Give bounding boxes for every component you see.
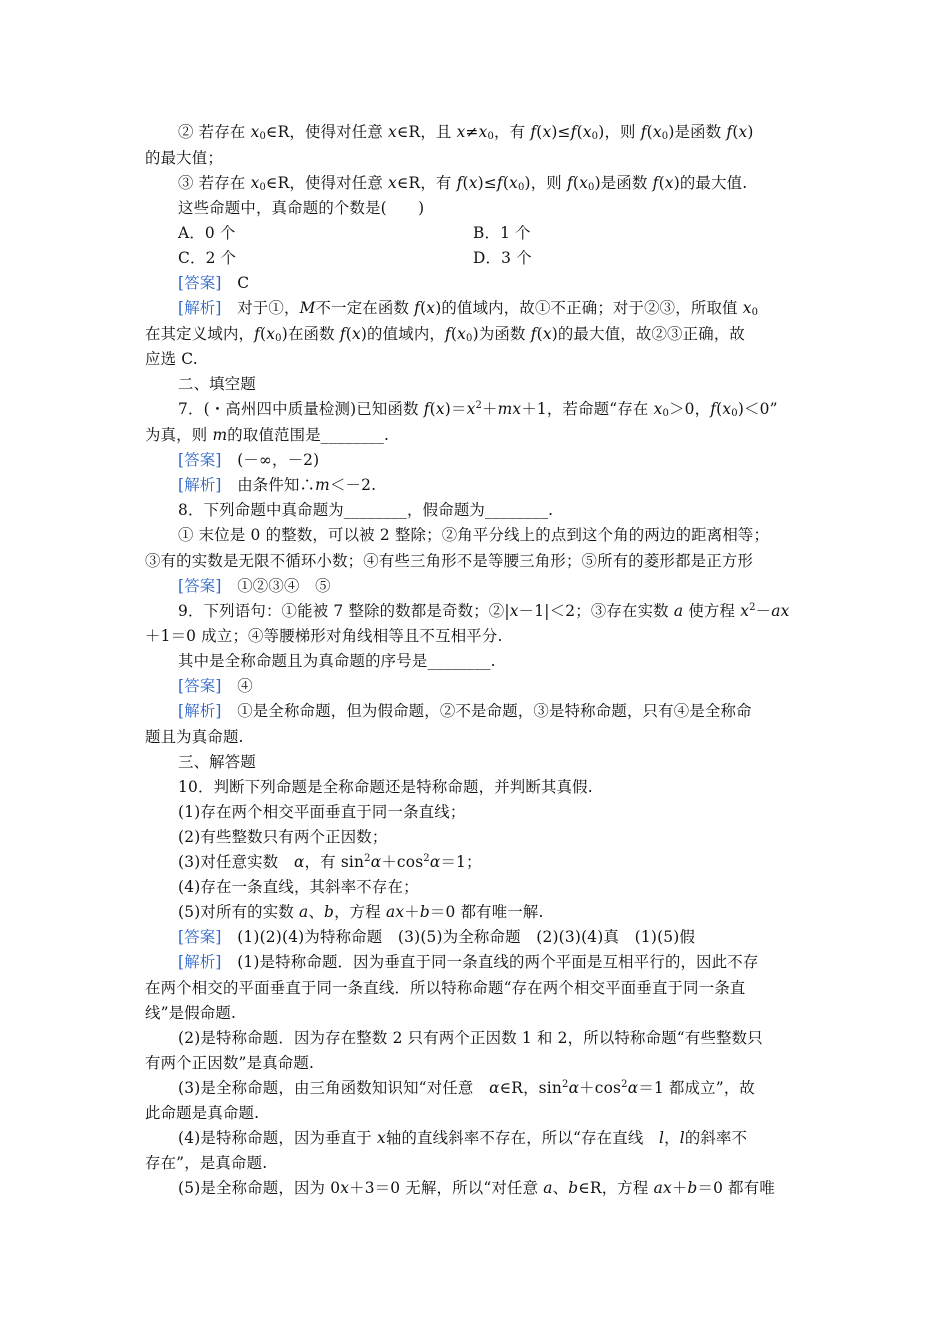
q10-analysis-1-line1: [解析] (1)是特称命题．因为垂直于同一条直线的两个平面是互相平行的，因此不存 — [178, 953, 759, 971]
analysis-tag: [解析] — [178, 953, 222, 971]
q10-answer: [答案] (1)(2)(4)为特称命题 (3)(5)为全称命题 (2)(3)(4)真 (1)(5)假 — [178, 928, 696, 946]
answer-tag: [答案] — [178, 577, 222, 595]
q8-line1: ① 末位是 0 的整数，可以被 2 整除；②角平分线上的点到这个角的两边的距离相等； — [178, 526, 770, 544]
q9-answer: [答案] ④ — [178, 677, 253, 695]
q6-answer: [答案] C — [178, 274, 250, 292]
q10-analysis-3-line1: (3)是全称命题，由三角函数知识知“对任意 α∈R，$\sin^2\alpha+\cos^2\alpha=1$ 都成立”，故 — [178, 1079, 756, 1097]
q10-p3: (3)对任意实数 α，有 $\sin^2\alpha+\cos^2\alpha=1$； — [178, 853, 482, 871]
q10-analysis-2-line2: 有两个正因数”是真命题. — [145, 1054, 315, 1072]
q8-answer: [答案] ①②③④ ⑤ — [178, 577, 331, 595]
q6-question: 这些命题中，真命题的个数是( ) — [178, 199, 425, 217]
q10-analysis-5-line1: (5)是全称命题，因为 0x＋3＝0 无解，所以“对任意 a、b∈R，方程 ax＋b＝0 都有唯 — [178, 1179, 775, 1197]
q10-stem: 10．判断下列命题是全称命题还是特称命题，并判断其真假. — [178, 778, 593, 796]
q10-analysis-2-line1: (2)是特称命题．因为存在整数 2 只有两个正因数 1 和 2，所以特称命题“有些整数只 — [178, 1029, 763, 1047]
q10-analysis-1-line3: 线”是假命题. — [145, 1004, 237, 1022]
q7-answer: [答案] (－∞，－2) — [178, 451, 320, 469]
q10-analysis-3-line2: 此命题是真命题. — [145, 1104, 260, 1122]
analysis-tag: [解析] — [178, 702, 222, 720]
q10-p1: (1)存在两个相交平面垂直于同一条直线； — [178, 803, 466, 821]
q10-p4: (4)存在一条直线，其斜率不存在； — [178, 878, 419, 896]
q6-item2-line1: ② 若存在 $x_0\in R$，使得对任意 x∈R，且 $x\ne x_0$，有 $f(x)\le f(x_0)$，则 $f(x_0)$是函数 f(x) — [178, 123, 754, 142]
q8-line2: ③有的实数是无限不循环小数；④有些三角形不是等腰三角形；⑤所有的菱形都是正方形 — [145, 552, 754, 570]
q7-stem-line1: 7．(・高州四中质量检测)已知函数 $f(x)=x^2+mx+1$，若命题“存在 $x_0>0$，$f(x_0)<0$” — [178, 400, 778, 419]
q9-analysis-line1: [解析] ①是全称命题，但为假命题，②不是命题，③是特称命题，只有④是全称命 — [178, 702, 752, 720]
answer-tag: [答案] — [178, 928, 222, 946]
q9-stem-line3: 其中是全称命题且为真命题的序号是________. — [178, 652, 496, 670]
q9-analysis-line2: 题且为真命题. — [145, 728, 244, 746]
q6-option-d: D．3 个 — [473, 249, 532, 267]
section-solve: 三、解答题 — [178, 753, 256, 771]
q10-analysis-1-line2: 在两个相交的平面垂直于同一条直线．所以特称命题“存在两个相交平面垂直于同一条直 — [145, 979, 746, 997]
section-fill-in: 二、填空题 — [178, 375, 256, 393]
q10-analysis-4-line1: (4)是特称命题，因为垂直于 x轴的直线斜率不存在，所以“存在直线 l，l的斜率不 — [178, 1129, 748, 1147]
q6-analysis-line3: 应选 C. — [145, 350, 198, 368]
answer-tag: [答案] — [178, 451, 222, 469]
answer-tag: [答案] — [178, 677, 222, 695]
q10-analysis-4-line2: 存在”，是真命题. — [145, 1154, 268, 1172]
q10-p2: (2)有些整数只有两个正因数； — [178, 828, 388, 846]
q9-stem-line1: 9．下列语句：①能被 7 整除的数都是奇数；②|x－1|＜2；③存在实数 a 使方程 $x^2-ax$ — [178, 602, 790, 620]
q7-analysis: [解析] 由条件知∴m＜－2. — [178, 476, 377, 494]
q6-option-c: C．2 个 — [178, 249, 237, 267]
analysis-tag: [解析] — [178, 476, 222, 494]
q8-stem: 8．下列命题中真命题为________，假命题为________. — [178, 501, 554, 519]
analysis-tag: [解析] — [178, 299, 222, 317]
q6-analysis-line1: [解析] 对于①，M不一定在函数 f(x)的值域内，故①不正确；对于②③，所取值 $x_0$ — [178, 299, 759, 318]
q6-option-a: A．0 个 — [178, 224, 236, 242]
q6-analysis-line2: 在其定义域内，$f(x_0)$在函数 f(x)的值域内，$f(x_0)$为函数 f(x)的最大值，故②③正确，故 — [145, 325, 746, 344]
q6-option-b: B．1 个 — [473, 224, 531, 242]
q6-item3: ③ 若存在 $x_0\in R$，使得对任意 x∈R，有 $f(x)\le f(x_0)$，则 $f(x_0)$是函数 f(x)的最大值. — [178, 174, 748, 193]
q10-p5: (5)对所有的实数 a、b，方程 ax＋b＝0 都有唯一解. — [178, 903, 544, 921]
answer-tag: [答案] — [178, 274, 222, 292]
q9-stem-line2: ＋1＝0 成立；④等腰梯形对角线相等且不互相平分. — [145, 627, 503, 645]
q6-item2-line2: 的最大值； — [145, 149, 223, 167]
q7-stem-line2: 为真，则 m的取值范围是________. — [145, 426, 390, 444]
